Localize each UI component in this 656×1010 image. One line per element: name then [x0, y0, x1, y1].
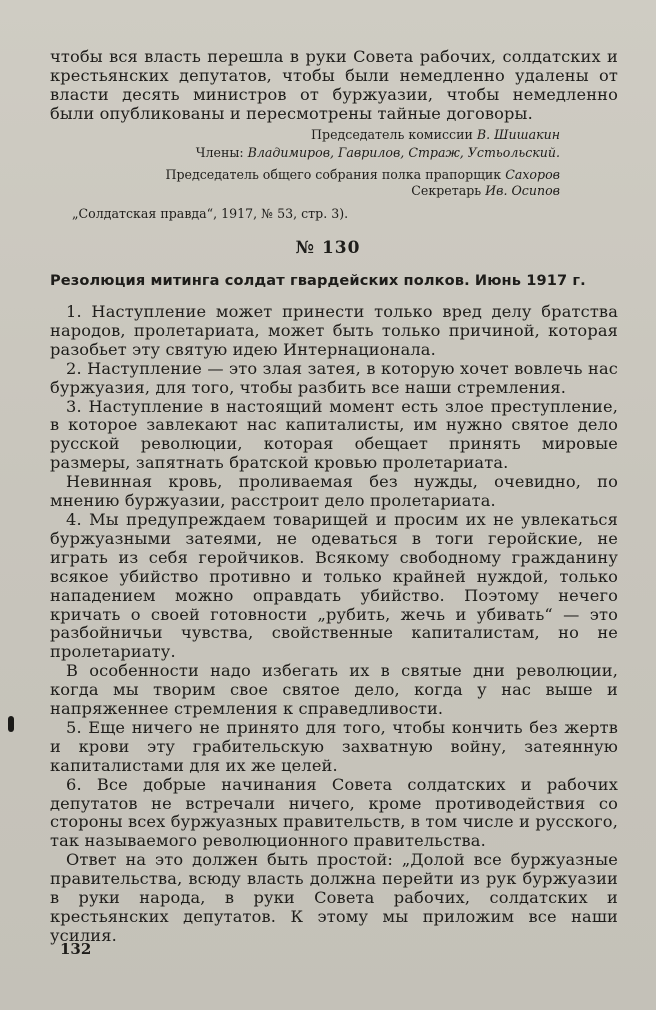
paragraph: 4. Мы предупреждаем товарищей и просим их не увлекаться буржуазными затеями, не одеваться в тоги геройские, не играть из себя геройчиков. Всякому свободному гражданину всякое убийство противно и только крайней нуждой, только нападением можно оправдать убийство. Поэтому нечего кричать о своей готовности „рубить, жечь и убивать“ — это разбойничьи чувства, свойственные капиталистам, но не пролетариату. [50, 509, 618, 662]
intro-text [50, 48, 618, 124]
ink-blot [8, 716, 14, 732]
signature-secretary [411, 183, 560, 199]
members-label: Члены: [195, 145, 244, 160]
paragraph: 2. Наступление — это злая затея, в которую хочет вовлечь нас буржуазия, для того, чтобы разбить все наши стремления. [50, 358, 618, 397]
paragraph: В особенности надо избегать их в святые дни революции, когда мы творим свое святое дело, когда у нас выше и напряженнее стремления к справедливости. [50, 661, 618, 719]
paragraph: 1. Наступление может принести только вред делу братства народов, пролетариата, может быть только причиной, которая разобьет эту святую идею Интернационала. [50, 302, 618, 359]
secretary-role: Секретарь [411, 183, 482, 198]
source-citation: „Солдатская правда“, 1917, № 53, стр. 3). [72, 206, 349, 221]
commission-chair-role: Председатель комиссии [311, 127, 473, 142]
page-number: 132 [60, 940, 92, 958]
commission-chair-name: В. Шишакин [476, 127, 560, 142]
assembly-chair-name: Сахоров [505, 167, 560, 182]
secretary-name: Ив. Осипов [485, 183, 560, 198]
document-number: № 130 [295, 238, 361, 258]
assembly-chair-role: Председатель общего собрания полка прапорщик [165, 167, 502, 182]
paragraph: 5. Еще ничего не принято для того, чтобы кончить без жертв и крови эту грабительскую захватную войну, затеянную капиталистами для их же целей. [50, 717, 618, 775]
signature-commission-chair [311, 127, 560, 143]
paragraph: 3. Наступление в настоящий момент есть злое преступление, в которое завлекают нас капиталисты, им нужно святое дело русской революции, которая обещает принять мировые размеры, запятнать братской кровью пролетариата. [50, 396, 618, 473]
intro-paragraph: чтобы вся власть перешла в руки Совета рабочих, солдатских и крестьянских депутатов, чтобы были немедленно удалены от власти десять министров от буржуазии, чтобы немедленно были опубликованы и пересмотрены тайные договоры. [50, 47, 618, 123]
signature-members [196, 145, 560, 161]
paragraph: Невинная кровь, проливаемая без нужды, очевидно, по мнению буржуазии, расстроит дело пролетариата. [50, 472, 618, 511]
signature-assembly-chair [166, 167, 561, 183]
paragraph: 6. Все добрые начинания Совета солдатских и рабочих депутатов не встречали ничего, кроме противодействия со стороны всех буржуазных правительств, в том числе и русского, так называемого революционного правительства. [50, 774, 618, 851]
document-title: Резолюция митинга солдат гвардейских полков. Июнь 1917 г. [50, 272, 586, 289]
members-names: Владимиров, Гаврилов, Страж, Устьольский. [247, 145, 560, 160]
resolution-text [50, 303, 618, 946]
paragraph: Ответ на это должен быть простой: „Долой все буржуазные правительства, всюду власть должна перейти из рук буржуазии в руки народа, в руки Совета рабочих, солдатских и крестьянских депутатов. К этому мы приложим все наши усилия. [50, 850, 618, 945]
